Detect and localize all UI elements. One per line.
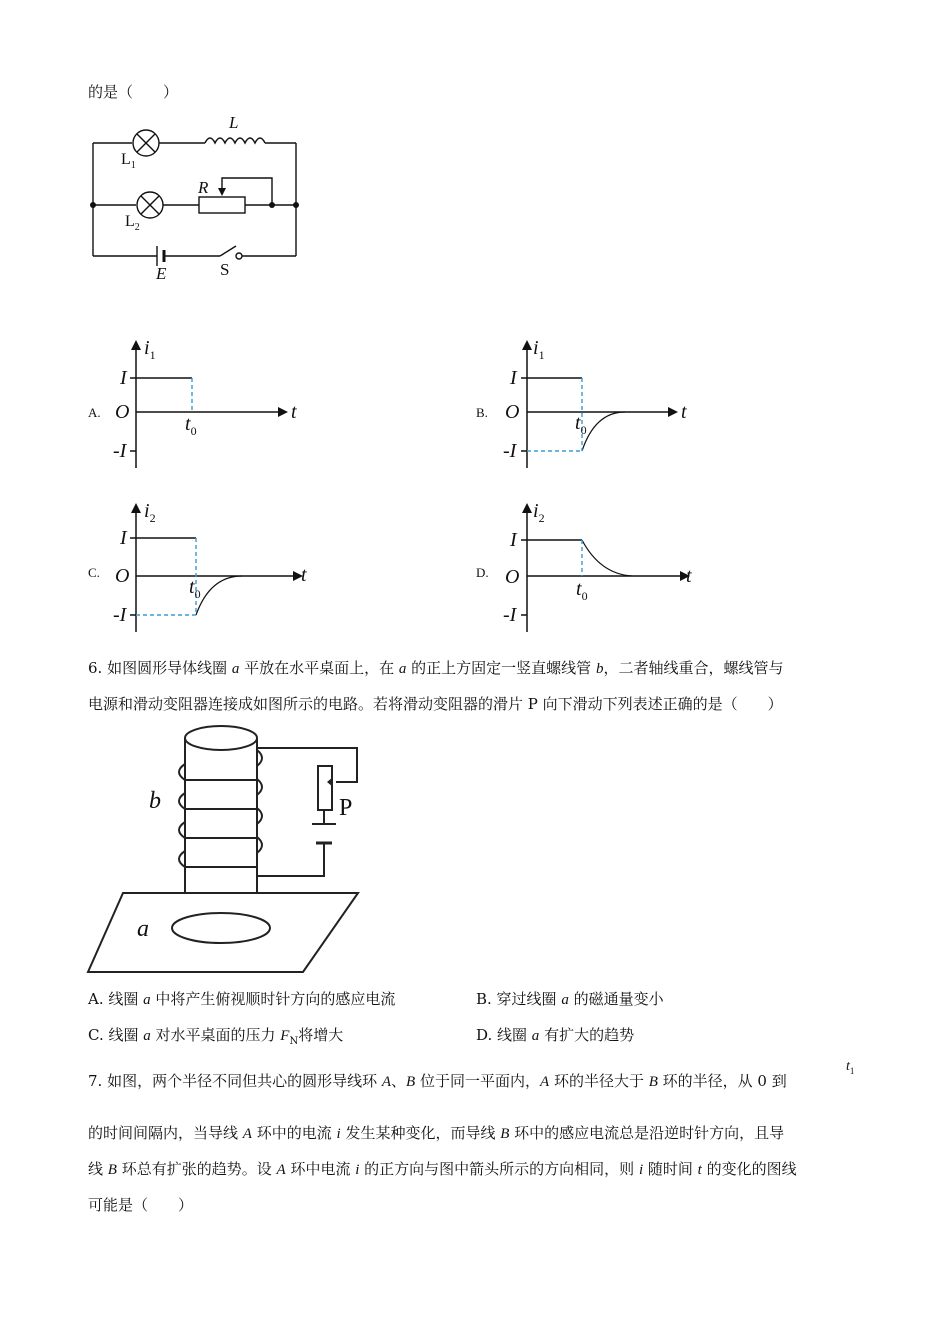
- graph-D-O: O: [505, 566, 520, 588]
- graph-D-t: t: [686, 565, 692, 587]
- q7-stem-line2: 的时间间隔内，当导线 A 环中的电流 i 发生某种变化，而导线 B 环中的感应电流总是沿逆时针方向，且导: [88, 1124, 785, 1142]
- label-L1: $L_1$: [121, 151, 136, 172]
- q6-option-A: A. 线圈 a 中将产生俯视顺时针方向的感应电流: [88, 990, 396, 1008]
- graph-C-t0: $t_0$: [189, 576, 201, 601]
- graph-C-t: t: [301, 564, 307, 586]
- q7-stem-line1: 7. 如图，两个半径不同但共心的圆形导线环 A、B 位于同一平面内，A 环的半径大于 B 环的半径，从 0 到: [88, 1072, 787, 1090]
- graph-A-t: t: [291, 401, 297, 423]
- graph-C-ylabel: $i_2$: [144, 500, 156, 525]
- question-tail: 的是（ ）: [88, 83, 179, 101]
- q6-stem-line1: 6. 如图圆形导体线圈 a 平放在水平桌面上，在 a 的正上方固定一竖直螺线管 b，二者轴线重合，螺线管与: [88, 659, 784, 677]
- option-B-label: B.: [476, 405, 488, 420]
- graph-C-negI: -I: [113, 604, 127, 626]
- graph-B-I: I: [510, 367, 517, 389]
- option-A-label: A.: [88, 405, 101, 420]
- solenoid-label-b: b: [149, 788, 161, 814]
- graph-D-I: I: [510, 529, 517, 551]
- q7-stem-line4: 可能是（ ）: [88, 1196, 194, 1214]
- graph-A-t0: $t_0$: [185, 413, 197, 438]
- graph-C-O: O: [115, 565, 130, 587]
- slider-label-P: P: [339, 795, 353, 821]
- q7-t1-symbol: $t_1$: [846, 1059, 855, 1076]
- label-S: S: [220, 260, 230, 279]
- label-L2: $L_2$: [125, 213, 140, 234]
- graph-B-O: O: [505, 401, 520, 423]
- q6-option-C: C. 线圈 a 对水平桌面的压力 $F_N$将增大: [88, 1026, 344, 1047]
- graph-B-ylabel: $i_1$: [533, 337, 545, 362]
- label-L: L: [229, 113, 239, 132]
- graph-B-t0: $t_0$: [575, 412, 587, 437]
- graph-B-negI: -I: [503, 440, 517, 462]
- graph-B-t: t: [681, 401, 687, 423]
- q7-stem-line3: 线 B 环总有扩张的趋势。设 A 环中电流 i 的正方向与图中箭头所示的方向相同，则 i 随时间 t 的变化的图线: [88, 1160, 797, 1178]
- graph-D-ylabel: $i_2$: [533, 500, 545, 525]
- graph-D-t0: $t_0$: [576, 578, 588, 603]
- label-E: E: [156, 264, 167, 283]
- option-C-label: C.: [88, 565, 100, 580]
- graph-A-I: I: [120, 367, 127, 389]
- graph-A-O: O: [115, 401, 130, 423]
- q6-stem-line2: 电源和滑动变阻器连接成如图所示的电路。若将滑动变阻器的滑片 P 向下滑动下列表述正确的是（ ）: [88, 695, 783, 713]
- q6-option-B: B. 穿过线圈 a 的磁通量变小: [476, 990, 664, 1008]
- label-R: R: [198, 178, 209, 197]
- ring-label-a: a: [137, 916, 149, 942]
- graph-A-ylabel: $i_1$: [144, 337, 156, 362]
- graph-D-negI: -I: [503, 604, 517, 626]
- graph-C-I: I: [120, 527, 127, 549]
- q6-option-D: D. 线圈 a 有扩大的趋势: [476, 1026, 635, 1044]
- option-D-label: D.: [476, 565, 489, 580]
- graph-A-negI: -I: [113, 440, 127, 462]
